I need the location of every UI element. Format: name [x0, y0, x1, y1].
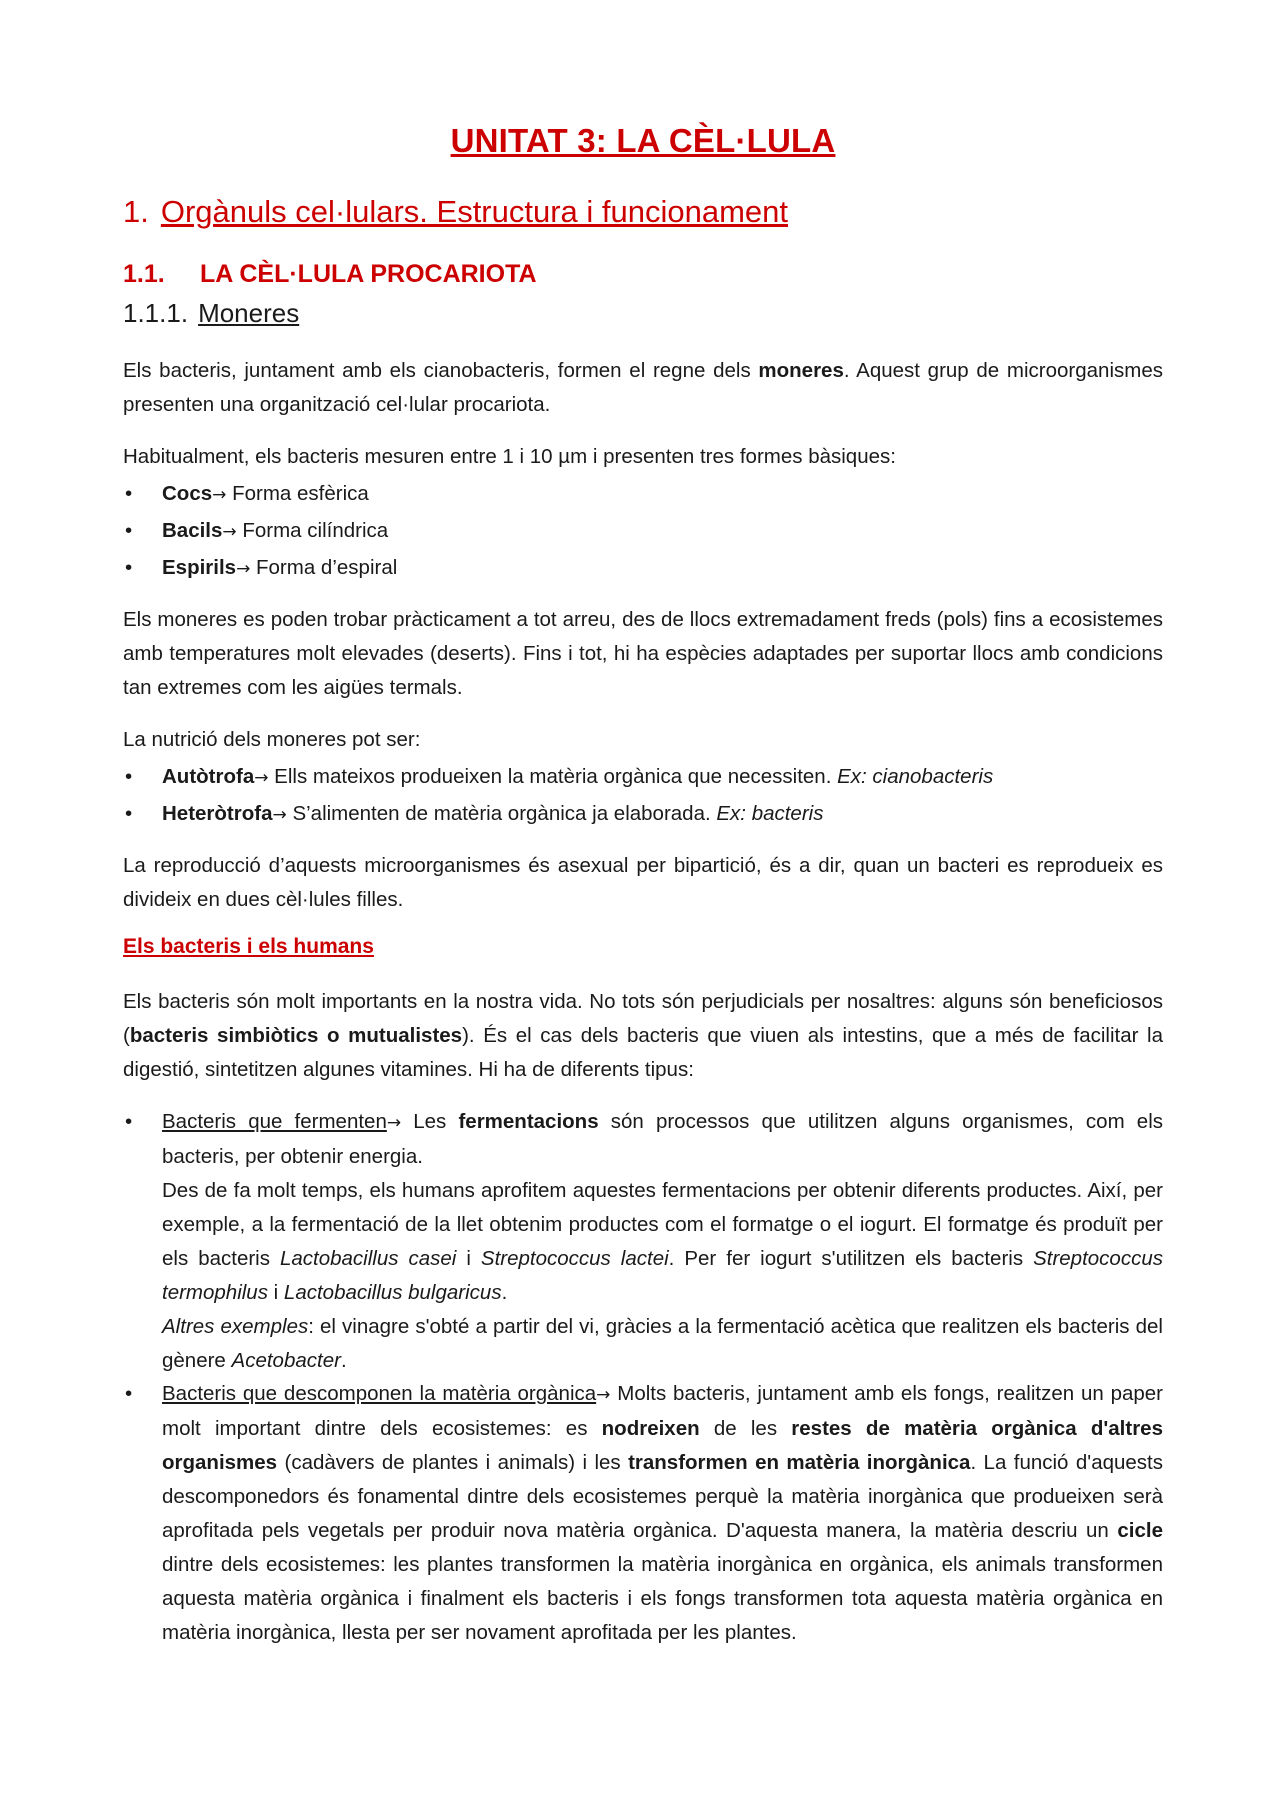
term: restes de matèria orgànica d'altres organismes [162, 1417, 1163, 1474]
list-item-heading: Bacteris que descomponen la matèria orgànica [162, 1382, 597, 1405]
bullet-icon: • [125, 1110, 133, 1133]
species-name: Lactobacillus casei [279, 1247, 457, 1270]
list-item-heading: Bacteris que fermenten [162, 1110, 387, 1133]
term-moneres: moneres [758, 359, 844, 382]
text-run: de les [699, 1417, 792, 1440]
text-run: Forma d’espiral [250, 556, 398, 579]
term: Autòtrofa [162, 765, 255, 788]
term: Heteròtrofa [162, 802, 273, 825]
subsection-heading-1-1 [123, 260, 537, 289]
term: fermentacions [458, 1110, 599, 1133]
text-run: . [501, 1281, 508, 1304]
text-run: Les [401, 1110, 459, 1133]
text-run: Forma cilíndrica [236, 519, 389, 542]
term: Bacils [162, 519, 223, 542]
text-run: : el vinagre s'obté a partir del vi, gràcies a la fermentació acètica que realitzen els bacteris del gènere [162, 1315, 1163, 1372]
subsubsection-number: 1.1.1. [123, 298, 189, 328]
text-run: Ells mateixos produeixen la matèria orgànica que necessiten. [268, 765, 838, 788]
term: nodreixen [601, 1417, 700, 1440]
text-run: (cadàvers de plantes i animals) i les [277, 1451, 629, 1474]
list-item-autotrofa [123, 760, 1163, 795]
text-run: Els bacteris, juntament amb els cianobacteris, formen el regne dels [123, 359, 759, 382]
paragraph-habitats: Els moneres es poden trobar pràcticament a tot arreu, des de llocs extremadament freds (pols) fins a ecosistemes amb temperatures molt elevades (deserts). Fins i tot, hi ha espècies adaptades per suportar llocs amb condicions tan extremes com les aigües termals. [123, 608, 1163, 699]
subheading-bacteris-humans: Els bacteris i els humans [123, 935, 374, 958]
subsection-title: LA CÈL·LULA PROCARIOTA [200, 260, 537, 288]
bullet-icon: • [125, 765, 133, 788]
arrow-icon: → [254, 768, 269, 788]
text-run: ). És el cas dels bacteris que viuen als intestins, que a més de facilitar la digestió, sintetitzen algunes vitamines. Hi ha de diferents tipus: [123, 1024, 1164, 1081]
paragraph-reproduction: La reproducció d’aquests microorganismes és asexual per bipartició, és a dir, quan un bacteri es reprodueix es divideix en dues cèl·lules filles. [123, 854, 1163, 911]
text-run: Molts bacteris, juntament amb els fongs, realitzen un paper molt important dintre dels ecosistemes: es [162, 1382, 1164, 1440]
paragraph-moneres-intro [123, 354, 1163, 422]
bullet-icon: • [125, 482, 133, 505]
label-altres-exemples: Altres exemples [162, 1315, 309, 1338]
arrow-icon: → [212, 485, 227, 505]
example: Ex: bacteris [716, 802, 824, 825]
species-name: Streptococcus lactei [480, 1247, 669, 1270]
text-run: S’alimenten de matèria orgànica ja elaborada. [286, 802, 717, 825]
bullet-icon: • [125, 802, 133, 825]
arrow-icon: → [272, 805, 287, 825]
arrow-icon: → [222, 522, 237, 542]
arrow-icon: → [236, 559, 251, 579]
list-item-decomposition [123, 1377, 1163, 1650]
subsection-number: 1.1. [123, 260, 165, 288]
list-item-heterotrofa [123, 797, 1163, 832]
text-run: . La funció d'aquests descomponedors és fonamental dintre dels ecosistemes perquè la matèria inorgànica que produeixen serà aprofitada pels vegetals per produir nova matèria orgànica. D'aquesta manera, la matèria descriu un [162, 1451, 1163, 1542]
text-run: . [340, 1349, 347, 1372]
bullet-icon: • [125, 1382, 133, 1405]
term: Cocs [162, 482, 213, 505]
page-title: UNITAT 3: LA CÈL·LULA [450, 122, 836, 159]
text-run: Forma esfèrica [226, 482, 369, 505]
text-run: dintre dels ecosistemes: les plantes transformen la matèria inorgànica en orgànica, els animals transformen aquesta matèria orgànica i finalment els bacteris i els fongs transformen tota aquesta matèria orgànica en matèria inorgànica, llesta per ser novament aprofitada per les plantes. [162, 1553, 1163, 1644]
subsubsection-heading-1-1-1 [123, 298, 299, 329]
list-item-fermentation [123, 1105, 1163, 1378]
text-run: Els bacteris són molt importants en la nostra vida. No tots són perjudicials per nosaltres: alguns són beneficiosos ( [123, 990, 1163, 1047]
bullet-icon: • [125, 556, 133, 579]
section-heading-1 [123, 194, 788, 230]
section-title: Orgànuls cel·lulars. Estructura i funcionament [160, 194, 789, 229]
list-item-bacils [123, 514, 1163, 549]
species-name: Acetobacter [231, 1349, 341, 1372]
term: transformen en matèria inorgànica [628, 1451, 971, 1474]
text-run: . Per fer iogurt s'utilitzen els bacteris [668, 1247, 1034, 1270]
text-run: són processos que utilitzen alguns organismes, com els bacteris, per obtenir energia. [162, 1110, 1163, 1168]
term: Espirils [162, 556, 237, 579]
paragraph-bacteris-importance [123, 985, 1163, 1087]
text-run: . Aquest grup de microorganismes presenten una organització cel·lular procariota. [123, 359, 1163, 416]
paragraph-sizes: Habitualment, els bacteris mesuren entre 1 i 10 µm i presenten tres formes bàsiques: [123, 445, 896, 468]
species-name: Lactobacillus bulgaricus [283, 1281, 502, 1304]
subsubsection-title: Moneres [198, 298, 300, 328]
text-run: i [267, 1281, 284, 1304]
bullet-icon: • [125, 519, 133, 542]
term: cicle [1117, 1519, 1163, 1542]
list-item-espirils [123, 551, 1163, 586]
example: Ex: cianobacteris [837, 765, 994, 788]
term-simbiotics: bacteris simbiòtics o mutualistes [129, 1024, 463, 1047]
paragraph-nutrition-intro: La nutrició dels moneres pot ser: [123, 728, 421, 751]
section-number: 1. [123, 194, 149, 229]
text-run: Des de fa molt temps, els humans aprofitem aquestes fermentacions per obtenir diferents productes. Així, per exemple, a la fermentació de la llet obtenim productes com el formatge o el iogurt. El formatge és produït per els bacteris [162, 1179, 1163, 1270]
text-run: i [456, 1247, 481, 1270]
species-name: Streptococcus termophilus [162, 1247, 1163, 1304]
list-item-cocs [123, 477, 1163, 512]
arrow-icon: → [386, 1113, 402, 1133]
arrow-icon: → [596, 1385, 611, 1405]
